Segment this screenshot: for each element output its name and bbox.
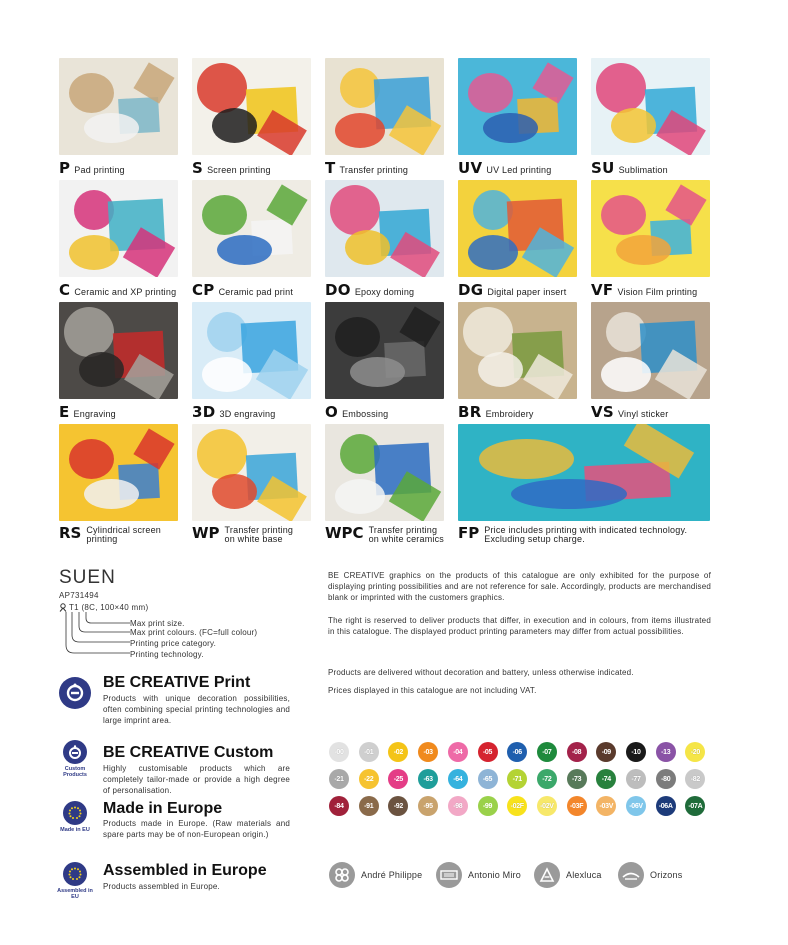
photo-shape <box>350 357 405 387</box>
technique-code: CP <box>192 281 215 299</box>
photo-shape <box>202 357 252 392</box>
legend-price-category: Printing price category. <box>130 639 217 648</box>
color-swatch: -74 <box>596 769 616 789</box>
technique-photo <box>325 424 444 521</box>
technique-code: VS <box>591 403 615 421</box>
brand-orizons <box>618 862 682 888</box>
be-print-icon <box>59 677 91 709</box>
technique-photo <box>591 180 710 277</box>
photo-shape <box>212 474 257 509</box>
technique-photo <box>458 58 577 155</box>
color-swatch: -99 <box>478 796 498 816</box>
technique-photo <box>59 424 178 521</box>
technique-code: BR <box>458 403 482 421</box>
technique-code: O <box>325 403 339 421</box>
technique-photo <box>458 180 577 277</box>
technique-name: Embroidery <box>485 409 534 419</box>
color-swatch: -98 <box>448 796 468 816</box>
color-swatch: -82 <box>685 769 705 789</box>
photo-shape <box>601 357 651 392</box>
technique-caption <box>59 403 116 421</box>
alexluca-logo-icon <box>534 862 560 888</box>
technique-caption <box>591 281 697 299</box>
photo-shape <box>483 113 538 143</box>
legend-max-colours: Max print colours. (FC=full colour) <box>130 628 258 637</box>
technique-caption <box>325 525 445 544</box>
color-swatch: -03V <box>596 796 616 816</box>
technique-code: C <box>59 281 71 299</box>
product-code: AP731494 <box>59 591 99 600</box>
technique-photo <box>59 180 178 277</box>
be-custom-icon <box>63 740 87 764</box>
badge-sub-label: Assembled in EU <box>57 888 93 900</box>
brand-name: André Philippe <box>361 870 423 880</box>
technique-caption <box>325 281 414 299</box>
technique-caption <box>59 281 176 299</box>
technique-name: Engraving <box>73 409 116 419</box>
color-swatch: -92 <box>388 796 408 816</box>
technique-code: DO <box>325 281 351 299</box>
color-swatch: -13 <box>656 742 676 762</box>
technique-photo <box>325 180 444 277</box>
info-paragraph-graphics: BE CREATIVE graphics on the products of this catalogue are only exhibited for the purpose of displaying printing possibilities and are not reference for sale. Accordingly, products are merchandised blank or imprinted with the customers graphics. <box>328 571 711 602</box>
photo-shape <box>611 108 656 143</box>
eu-flag-icon <box>63 801 87 825</box>
photo-shape <box>69 439 114 479</box>
color-swatch: -02F <box>507 796 527 816</box>
color-swatch: -01 <box>359 742 379 762</box>
orizons-logo-icon <box>618 862 644 888</box>
technique-name: Digital paper insert <box>487 287 567 297</box>
info-paragraph-delivery: Products are delivered without decoration and battery, unless otherwise indicated. <box>328 668 634 677</box>
color-swatch: -07 <box>537 742 557 762</box>
brand-name: Alexluca <box>566 870 602 880</box>
color-swatch: -05 <box>478 742 498 762</box>
technique-photo <box>325 58 444 155</box>
technique-name: Transfer printing on white ceramics <box>368 525 444 544</box>
legend-connector-lines <box>62 612 132 662</box>
technique-code: RS <box>59 524 82 542</box>
badge-text: Products with unique decoration possibilities, often combining special printing technologies and large imprint area. <box>103 694 290 725</box>
technique-photo <box>192 180 311 277</box>
photo-shape <box>511 479 627 509</box>
technique-photo <box>325 302 444 399</box>
badge-sub-label: Custom Products <box>63 766 87 778</box>
color-swatch: -20 <box>685 742 705 762</box>
technique-photo <box>458 302 577 399</box>
brand-name: Antonio Miro <box>468 870 521 880</box>
technique-caption <box>192 525 303 544</box>
technique-caption <box>591 159 668 177</box>
technique-photo <box>458 424 710 521</box>
technique-code: VF <box>591 281 614 299</box>
color-swatch: -80 <box>656 769 676 789</box>
badge-title: Assembled in Europe <box>103 862 267 879</box>
technique-photo <box>192 302 311 399</box>
photo-shape <box>212 108 257 143</box>
technique-caption <box>458 403 534 421</box>
photo-shape <box>79 352 124 387</box>
technique-name: Ceramic and XP printing <box>74 287 177 297</box>
color-swatch: -09 <box>596 742 616 762</box>
technique-caption <box>59 525 166 544</box>
technique-name: Price includes printing with indicated technology. Excluding setup charge. <box>484 525 688 544</box>
technique-code: DG <box>458 281 484 299</box>
technique-name: Epoxy doming <box>354 287 415 297</box>
legend-max-size: Max print size. <box>130 619 185 628</box>
brand-andre-philippe <box>329 862 422 888</box>
info-paragraph-rights: The right is reserved to deliver products that differ, in execution and in colours, from items illustrated in this catalogue. The displayed product printing parameters may differ from actual possibilities. <box>328 616 711 636</box>
photo-shape <box>202 195 247 235</box>
technique-code: SU <box>591 159 615 177</box>
technique-photo <box>591 58 710 155</box>
photo-shape <box>197 63 247 113</box>
badge-sub-label: Made in EU <box>60 827 90 833</box>
photo-shape <box>84 113 139 143</box>
color-swatch: -04 <box>448 742 468 762</box>
color-swatch: -06V <box>626 796 646 816</box>
photo-shape <box>84 479 139 509</box>
color-swatch: -77 <box>626 769 646 789</box>
technique-name: Pad printing <box>74 165 125 175</box>
color-swatch: -06 <box>507 742 527 762</box>
color-swatch: -10 <box>626 742 646 762</box>
technique-caption <box>325 403 388 421</box>
color-swatch: -71 <box>507 769 527 789</box>
technique-name: Screen printing <box>207 165 271 175</box>
print-area-icon <box>59 603 67 612</box>
technique-code: WPC <box>325 524 364 542</box>
andre-philippe-logo-icon <box>329 862 355 888</box>
color-swatch: -08 <box>567 742 587 762</box>
color-swatch: -07A <box>685 796 705 816</box>
color-swatch: -65 <box>478 769 498 789</box>
technique-caption <box>192 281 293 299</box>
technique-name: UV Led printing <box>486 165 552 175</box>
badge-title: BE CREATIVE Print <box>103 674 251 691</box>
technique-code: E <box>59 403 70 421</box>
eu-flag-icon <box>63 862 87 886</box>
technique-code: T <box>325 159 336 177</box>
color-swatch: -00 <box>329 742 349 762</box>
color-swatch: -72 <box>537 769 557 789</box>
color-swatch: -06A <box>656 796 676 816</box>
technique-name: Cylindrical screen printing <box>86 525 161 544</box>
technique-caption <box>325 159 408 177</box>
badge-title: Made in Europe <box>103 800 223 817</box>
brand-name: Orizons <box>650 870 683 880</box>
badge-title: BE CREATIVE Custom <box>103 744 274 761</box>
color-swatch: -95 <box>418 796 438 816</box>
photo-shape <box>69 235 119 270</box>
photo-shape <box>335 317 380 357</box>
brand-antonio-miro <box>436 862 521 888</box>
technique-caption <box>591 403 668 421</box>
product-spec-text: T1 (8C, 100×40 mm) <box>69 603 149 612</box>
technique-photo <box>591 302 710 399</box>
technique-photo <box>59 302 178 399</box>
product-name: SUEN <box>59 567 116 588</box>
color-swatch: -91 <box>359 796 379 816</box>
technique-code: P <box>59 159 71 177</box>
photo-shape <box>601 195 646 235</box>
color-swatch: -03 <box>418 742 438 762</box>
technique-code: WP <box>192 524 220 542</box>
info-paragraph-vat: Prices displayed in this catalogue are not including VAT. <box>328 686 537 695</box>
photo-shape <box>335 113 385 148</box>
color-swatch: -02 <box>388 742 408 762</box>
color-swatch: -64 <box>448 769 468 789</box>
technique-name: Ceramic pad print <box>218 287 294 297</box>
technique-caption <box>458 525 724 544</box>
photo-shape <box>335 479 385 514</box>
technique-caption <box>59 159 125 177</box>
technique-name: Embossing <box>342 409 389 419</box>
color-swatch: -21 <box>329 769 349 789</box>
photo-shape <box>69 73 114 113</box>
color-swatch: -84 <box>329 796 349 816</box>
technique-photo <box>192 424 311 521</box>
photo-shape <box>616 235 671 265</box>
technique-name: Vision Film printing <box>617 287 698 297</box>
technique-name: Vinyl sticker <box>618 409 669 419</box>
technique-name: Transfer printing on white base <box>224 525 294 544</box>
technique-code: S <box>192 159 204 177</box>
color-swatch: -25 <box>388 769 408 789</box>
technique-caption <box>458 159 551 177</box>
photo-shape <box>479 439 574 479</box>
technique-photo <box>192 58 311 155</box>
technique-caption <box>192 159 271 177</box>
photo-shape <box>468 73 513 113</box>
antonio-miro-logo-icon <box>436 862 462 888</box>
photo-shape <box>197 429 247 479</box>
badge-text: Products made in Europe. (Raw materials and spare parts may be of non-European origin.) <box>103 819 290 839</box>
technique-photo <box>59 58 178 155</box>
photo-shape <box>596 63 646 113</box>
photo-shape <box>478 352 523 387</box>
brand-alexluca <box>534 862 602 888</box>
photo-shape <box>345 230 390 265</box>
technique-name: 3D engraving <box>219 409 276 419</box>
technique-code: 3D <box>192 403 216 421</box>
photo-shape <box>468 235 518 270</box>
photo-shape <box>64 307 114 357</box>
photo-shape <box>463 307 513 357</box>
color-swatch: -02V <box>537 796 557 816</box>
technique-caption <box>192 403 275 421</box>
technique-name: Sublimation <box>618 165 668 175</box>
technique-caption <box>458 281 566 299</box>
color-swatch: -63 <box>418 769 438 789</box>
legend-printing-technology: Printing technology. <box>130 650 204 659</box>
technique-code: FP <box>458 524 480 542</box>
photo-shape <box>330 185 380 235</box>
badge-text: Highly customisable products which are completely tailor-made or provide a high degree of personalisation. <box>103 764 290 795</box>
technique-name: Transfer printing <box>339 165 409 175</box>
color-swatch: -22 <box>359 769 379 789</box>
color-swatch: -73 <box>567 769 587 789</box>
technique-code: UV <box>458 159 483 177</box>
badge-text: Products assembled in Europe. <box>103 882 220 891</box>
product-spec <box>59 603 148 612</box>
photo-shape <box>217 235 272 265</box>
color-swatch: -03F <box>567 796 587 816</box>
